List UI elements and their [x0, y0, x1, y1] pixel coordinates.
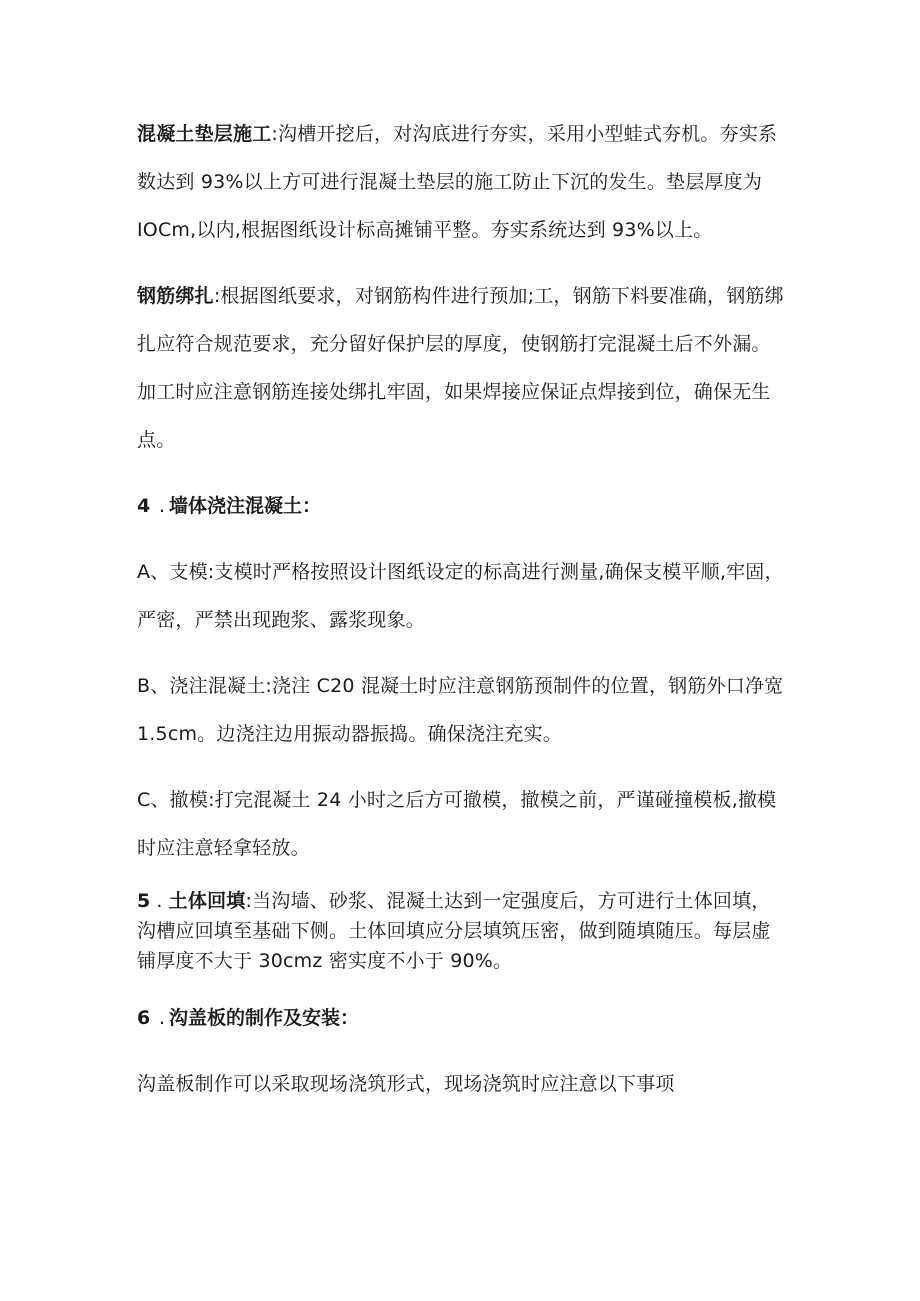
paragraph-cover-plate: 沟盖板制作可以采取现场浇筑形式，现场浇筑时应注意以下事项 — [137, 1073, 675, 1095]
separator: : — [245, 890, 253, 912]
heading-title: 沟盖板的制作及安装： — [169, 1007, 360, 1029]
paragraph-item-a: A、支模:支模时严格按照设计图纸设定的标高进行测量,确保支模平顺,牢固，严密，严禁出现跑浆、露浆现象。 — [137, 561, 784, 631]
heading-title: 墙体浇注混凝土： — [169, 495, 322, 517]
heading-dot: . — [156, 890, 163, 912]
lead-backfill: 土体回填 — [168, 890, 246, 912]
heading-dot: . — [159, 495, 166, 517]
heading-dot: . — [159, 1007, 166, 1029]
heading-number: 5 — [137, 890, 151, 912]
heading-number: 6 — [137, 1007, 151, 1029]
lead-rebar-binding: 钢筋绑扎 — [137, 285, 214, 307]
heading-section-6 — [137, 994, 787, 1042]
heading-number: 4 — [137, 495, 151, 517]
paragraph-item-b: B、浇注混凝土:浇注 C20 混凝土时应注意钢筋预制件的位置，钢筋外口净宽 1.5cm。边浇注边用振动器振捣。确保浇注充实。 — [137, 675, 784, 745]
separator: : — [213, 285, 221, 307]
separator: : — [271, 123, 279, 145]
text-backfill: 当沟墙、砂浆、混凝土达到一定强度后，方可进行土体回填，沟槽应回填至基础下侧。土体回填应分层填筑压密，做到随填随压。每层虚铺厚度不大于 30cmz 密实度不小于 90%。 — [137, 890, 771, 972]
document-body — [137, 110, 787, 1108]
paragraph-rebar-binding — [137, 272, 787, 464]
paragraph-item-c: C、撤模:打完混凝土 24 小时之后方可撤模，撤模之前，严谨碰撞模板,撤模时应注意轻拿轻放。 — [137, 789, 777, 859]
text-concrete-cushion: 沟槽开挖后，对沟底进行夯实，采用小型蛙式夯机。夯实系数达到 93%以上方可进行混凝土垫层的施工防止下沉的发生。垫层厚度为 IOCm,以内,根据图纸设计标高摊铺平整。夯实系统达到 93%以上。 — [137, 123, 778, 241]
paragraph-section-5 — [137, 886, 787, 976]
text-rebar-binding: 根据图纸要求，对钢筋构件进行预加;工，钢筋下料要准确，钢筋绑扎应符合规范要求，充分留好保护层的厚度，使钢筋打完混凝土后不外漏。加工时应注意钢筋连接处绑扎牢固，如果焊接应保证点焊接到位，确保无生点。 — [137, 285, 784, 451]
heading-section-4 — [137, 482, 787, 530]
paragraph-concrete-cushion — [137, 110, 787, 254]
lead-concrete-cushion: 混凝土垫层施工 — [137, 123, 272, 145]
